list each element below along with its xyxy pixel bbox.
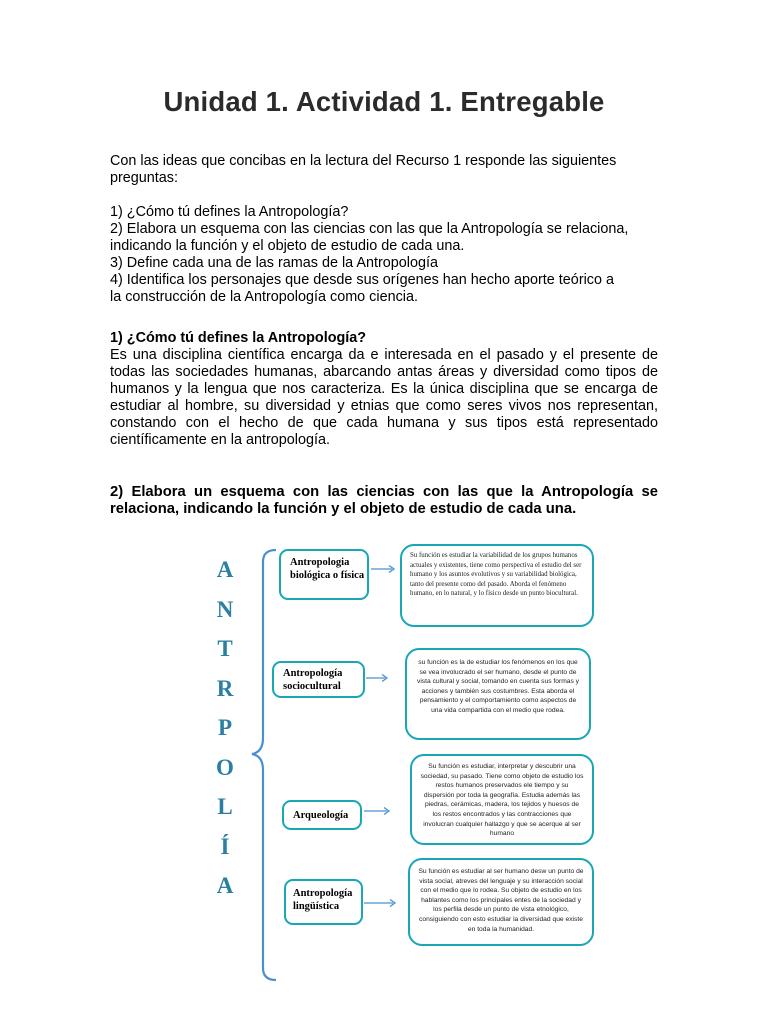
branch-box-sociocultural	[272, 661, 365, 698]
vertical-letter: R	[216, 675, 234, 701]
question-line: 2) Elabora un esquema con las ciencias con las que la Antropología se relaciona,	[110, 221, 629, 237]
intro-paragraph: Con las ideas que concibas en la lectura del Recurso 1 responde las siguientes preguntas:	[110, 153, 617, 186]
branch-box-arqueologia	[282, 800, 362, 830]
section1-heading: 1) ¿Cómo tú defines la Antropología?	[110, 330, 367, 346]
question-line: la construcción de la Antropología como ciencia.	[110, 289, 418, 305]
question-line: 4) Identifica los personajes que desde sus orígenes han hecho aporte teórico a	[110, 272, 615, 288]
arrow-icon	[364, 806, 392, 816]
vertical-letter: T	[217, 636, 233, 661]
vertical-letter: L	[217, 794, 233, 819]
vertical-letter: A	[216, 557, 234, 582]
section1-answer: Es una disciplina científica encarga da e interesada en el pasado y el presente de todas las sociedades humanas, abarcando antas áreas y diversidad como tipos de humanos y la lengua que nos caracteriza. Es la única disciplina que se encarga de estudiar al hombre, su diversidad y etnias que como seres vivos nos representan, constando con el hecho de que cada humana y sus tipos está representado científicamente en la antropología.	[110, 347, 658, 448]
page-title: Unidad 1. Actividad 1. Entregable	[163, 86, 605, 117]
questions-list	[110, 204, 658, 306]
branch-box-biologica	[279, 549, 369, 600]
question-line: 3) Define cada una de las ramas de la Antropología	[110, 255, 438, 271]
vertical-word-antropologia	[205, 550, 245, 906]
arrow-icon	[371, 564, 397, 574]
section2-heading: 2) Elabora un esquema con las ciencias con las que la Antropología se relaciona, indicando la función y el objeto de estudio de cada una.	[110, 484, 658, 517]
branch-label: Arqueología	[293, 810, 349, 821]
arrow-icon	[364, 898, 398, 908]
branch-description: Su función es estudiar, interpretar y descubrir una sociedad, su pasado. Tiene como objeto de estudio los restos humanos preservados ele tiempo y su dispersión por toda la geografía. Estudia además las piedras, cerámicas, madera, los tejidos y huesos de los restos encontrados y las contracciones que involucran cualquier hallazgo y que se acerque al ser humano	[410, 754, 594, 845]
branch-description: Su función es estudiar al ser humano desw un punto de vista social, atreves del lenguaje y su interacción social con el medio que lo rodea. Su objeto de estudio en los hablantes como los principales entes de la sociedad y los perfila desde un punto de vista etnológico, consiguiendo con esto estudiar la diversidad que existe en toda la humanidad.	[408, 858, 594, 946]
vertical-letter: N	[216, 596, 234, 622]
arrow-icon	[366, 673, 390, 683]
vertical-letter: A	[216, 873, 234, 898]
vertical-letter: P	[217, 715, 233, 740]
branch-description: Su función es estudiar la variabilidad de los grupos humanos actuales y existentes, tiene como perspectiva el estudio del ser humano y los asuntos evolutivos y su variabilidad biológica, tanto del presente como del pasado. Aborda el fenómeno humano, en lo natural, y lo físico desde un punto biocultural.	[400, 544, 594, 627]
question-line: indicando la función y el objeto de estudio de cada una.	[110, 238, 465, 254]
branch-label: Antropología sociocultural	[283, 668, 343, 692]
vertical-letter: Í	[220, 833, 230, 859]
vertical-letter: O	[216, 754, 234, 780]
branch-description: su función es la de estudiar los fenómenos en los que se vea involucrado el ser humano, desde el punto de vista cultural y social, tomando en cuenta sus formas y acciones y también sus costumbres. Esta aborda el pensamiento y el comportamiento como aspectos de una vida compartida con el medio que rodea.	[405, 648, 591, 740]
curly-bracket	[250, 548, 280, 982]
branch-label: Antropología lingüística	[293, 888, 353, 912]
branch-box-linguistica	[284, 879, 363, 925]
branch-label: Antropologia biológica o física	[290, 557, 365, 581]
question-line: 1) ¿Cómo tú defines la Antropología?	[110, 204, 349, 220]
